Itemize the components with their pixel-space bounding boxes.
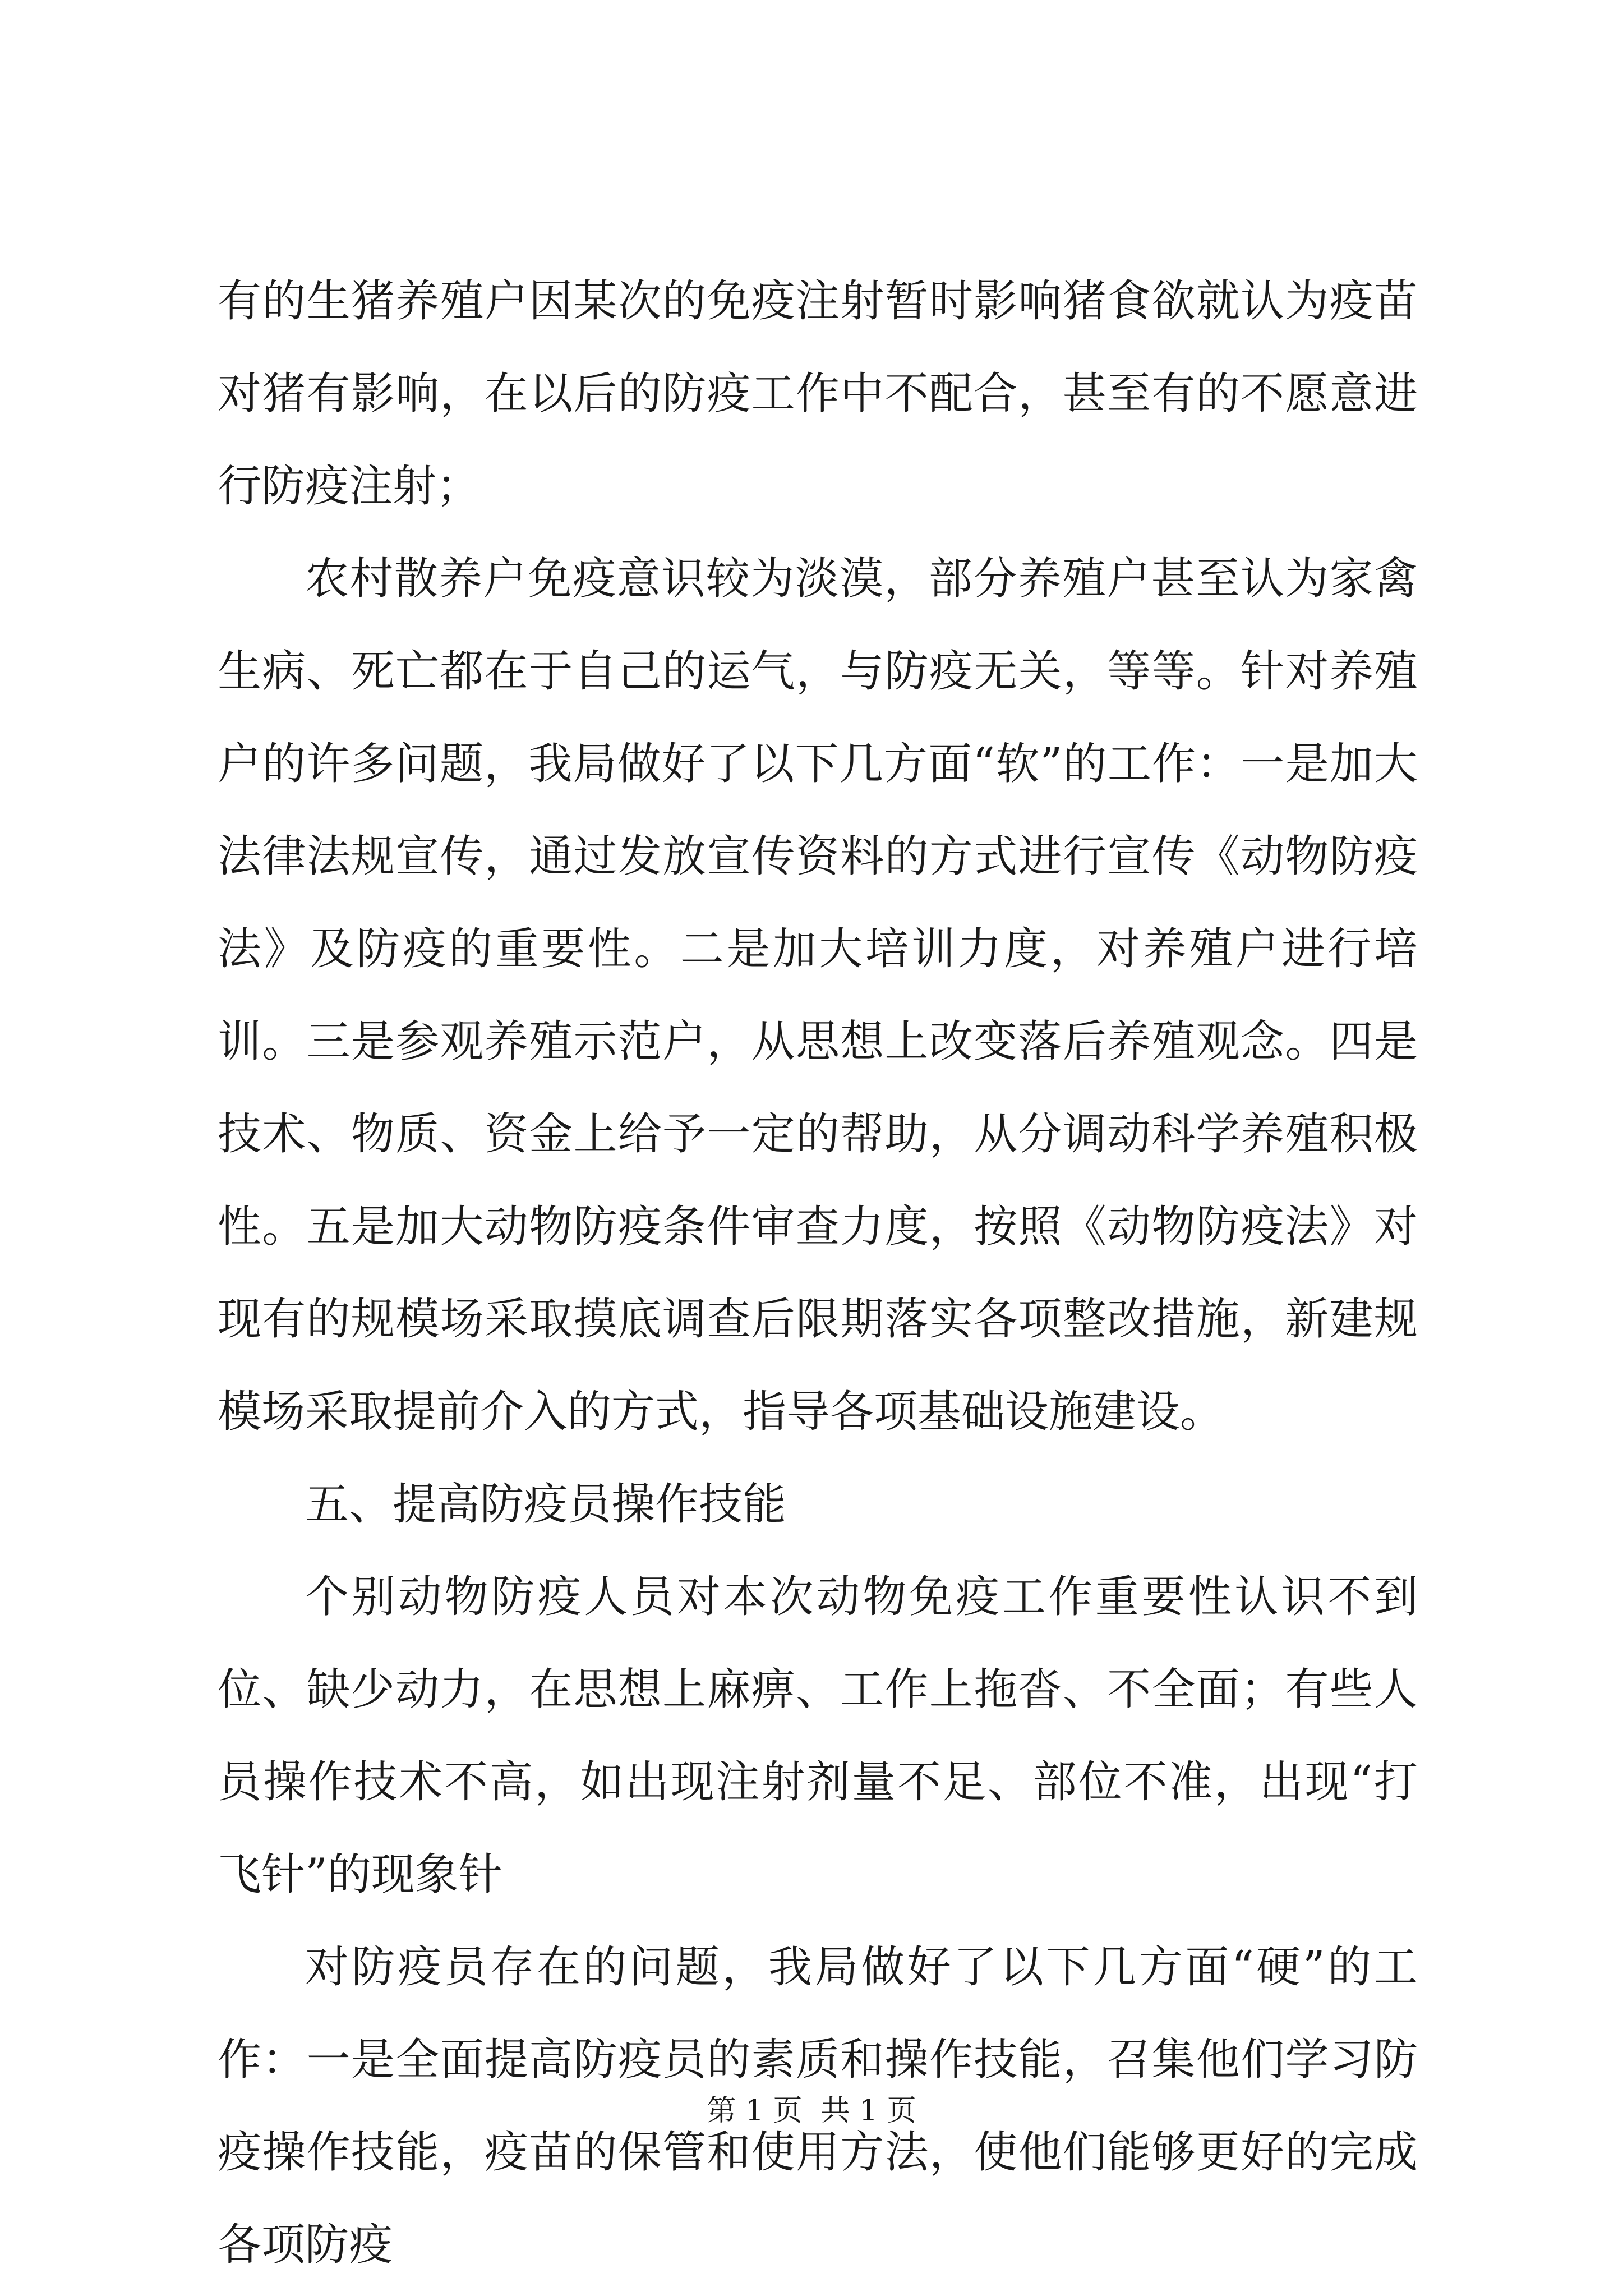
- paragraph-3: 个别动物防疫人员对本次动物免疫工作重要性认识不到位、缺少动力，在思想上麻痹、工作上拖沓、不全面；有些人员操作技术不高，如出现注射剂量不足、部位不准，出现“打飞针”的现象针: [218, 1572, 1418, 1900]
- paragraph-1: 有的生猪养殖户因某次的免疫注射暂时影响猪食欲就认为疫苗对猪有影响，在以后的防疫工作中不配合，甚至有的不愿意进行防疫注射；: [218, 276, 1418, 512]
- page-footer: 第 1 页 共 1 页: [707, 2094, 916, 2128]
- body-text: [218, 255, 1418, 2292]
- paragraph-2: 农村散养户免疫意识较为淡漠，部分养殖户甚至认为家禽生病、死亡都在于自己的运气，与防疫无关，等等。针对养殖户的许多问题，我局做好了以下几方面“软”的工作：一是加大法律法规宣传，通过发放宣传资料的方式进行宣传《动物防疫法》及防疫的重要性。二是加大培训力度，对养殖户进行培训。三是参观养殖示范户，从思想上改变落后养殖观念。四是技术、物质、资金上给予一定的帮助，从分调动科学养殖积极性。五是加大动物防疫条件审查力度，按照《动物防疫法》对现有的规模场采取摸底调查后限期落实各项整改措施，新建规模场采取提前介入的方式，指导各项基础设施建设。: [218, 554, 1418, 1437]
- section-heading: 五、提高防疫员操作技能: [305, 1479, 787, 1530]
- paragraph-4: 对防疫员存在的问题，我局做好了以下几方面“硬”的工作：一是全面提高防疫员的素质和操作技能，召集他们学习防疫操作技能，疫苗的保管和使用方法，使他们能够更好的完成各项防疫: [218, 1942, 1418, 2270]
